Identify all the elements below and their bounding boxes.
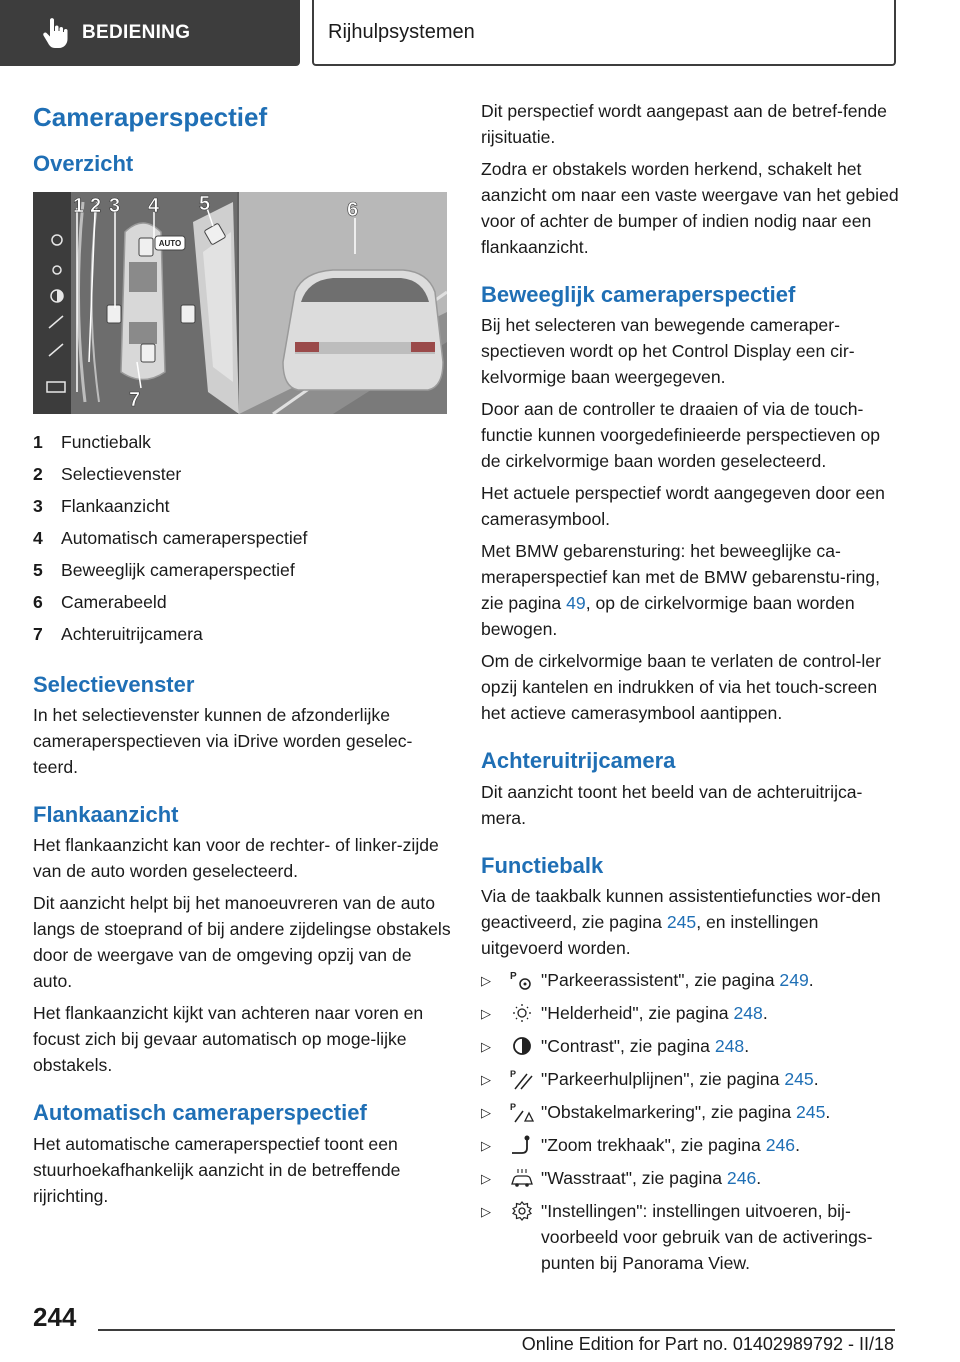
list-item	[481, 1066, 901, 1093]
figure-number-3: 3	[109, 194, 121, 217]
bullet-triangle-icon: ▷	[481, 1105, 491, 1121]
beweeglijk-text-4-b: , op de cirkelvormige baan worden bewogen.	[481, 593, 855, 640]
beweeglijk-text-1: Bij het selecteren van bewegende cameraper-spectieven wordt op het Control Display een cir-kelvormige baan weergegeven.	[481, 315, 855, 388]
legend-item	[33, 586, 453, 618]
page-link[interactable]: 246	[726, 1168, 757, 1189]
page-link[interactable]: 248	[733, 1003, 763, 1024]
list-item-end: .	[795, 1135, 800, 1156]
list-item-text: "Helderheid", zie pagina	[541, 1003, 734, 1024]
flankaanzicht-text-3: Het flankaanzicht kijkt van achteren naar voren en focust zich bij gevaar automatisch op moge-lijke obstakels.	[33, 1003, 424, 1076]
list-item-text: "Instellingen": instellingen uitvoeren, bij-voorbeeld voor gebruik van de activerings-punten bij Panorama View.	[541, 1201, 873, 1274]
parking-assistant-icon	[509, 969, 535, 991]
page-link-245[interactable]: 245	[666, 912, 697, 933]
bullet-triangle-icon: ▷	[481, 1072, 491, 1088]
list-item-text: "Wasstraat", zie pagina	[541, 1168, 727, 1189]
camera-overview-illustration	[33, 192, 447, 414]
legend-item	[33, 426, 453, 458]
legend-item	[33, 618, 453, 650]
hand-pointer-icon	[40, 16, 70, 50]
heading-selectievenster: Selectievenster	[33, 671, 195, 697]
legend-item	[33, 490, 453, 522]
list-item-text: "Contrast", zie pagina	[541, 1036, 715, 1057]
figure-number-7: 7	[129, 388, 141, 411]
car-wash-icon	[509, 1167, 535, 1189]
list-item	[481, 1000, 901, 1027]
heading-functiebalk: Functiebalk	[481, 852, 604, 878]
page-link[interactable]: 249	[779, 970, 809, 991]
beweeglijk-text-4-a: Met BMW gebarensturing: het beweeglijke ca-meraperspectief kan met de BMW gebarenstu-ring, zie pagina	[481, 541, 880, 614]
list-item-end: .	[825, 1102, 831, 1123]
list-item-text: "Obstakelmarkering", zie pagina	[541, 1102, 797, 1123]
figure-number-6: 6	[347, 198, 359, 221]
list-item-end: .	[762, 1003, 768, 1024]
page-header	[0, 0, 960, 68]
legend-number: 2	[33, 463, 43, 484]
heading-achteruitrijcamera: Achteruitrijcamera	[481, 748, 676, 774]
list-item-end: .	[808, 970, 814, 991]
legend-label: Automatisch cameraperspectief	[61, 527, 308, 548]
page-link[interactable]: 248	[714, 1036, 745, 1057]
legend-item	[33, 554, 453, 586]
list-item	[481, 1165, 901, 1192]
legend-number: 4	[33, 527, 43, 548]
list-item-end: .	[756, 1168, 762, 1189]
heading-flankaanzicht: Flankaanzicht	[33, 801, 179, 827]
legend-item	[33, 522, 453, 554]
selectievenster-text: In het selectievenster kunnen de afzonderlijke cameraperspectieven via iDrive worden geselec-teerd.	[33, 704, 413, 777]
achteruitrijcamera-text: Dit aanzicht toont het beeld van de achteruitrijca-mera.	[481, 781, 863, 828]
legend-label: Achteruitrijcamera	[61, 623, 203, 644]
flankaanzicht-text-2: Dit aanzicht helpt bij het manoeuvreren van de auto langs de stoeprand of bij andere zijdelingse obstakels door de weergave van de omgeving opzij van de auto.	[33, 893, 451, 992]
list-item	[481, 1198, 901, 1276]
legend-number: 6	[33, 591, 43, 612]
perspectief-text-1: Dit perspectief wordt aangepast aan de betref-fende rijsituatie.	[481, 101, 887, 147]
perspectief-text-2: Zodra er obstakels worden herkend, schakelt het aanzicht om naar een vaste weergave van het gebied voor of achter de bumper of indien nodig naar een flankaanzicht.	[481, 159, 899, 257]
list-item	[481, 1033, 901, 1060]
beweeglijk-text-5: Om de cirkelvormige baan te verlaten de control-ler opzij kantelen en indrukken of via het touch-screen het actieve camerasymbool aantippen.	[481, 651, 881, 724]
list-item	[481, 1132, 901, 1159]
svg-text:P: P	[510, 1069, 517, 1080]
beweeglijk-text-2: Door aan de controller te draaien of via de touch-functie kunnen voorgedefinieerde perspectieven op de cirkelvormige baan worden geselecteerd.	[481, 399, 881, 472]
list-item	[481, 1099, 901, 1126]
brightness-icon	[509, 1002, 535, 1024]
svg-text:P: P	[510, 971, 517, 983]
section-title: BEDIENING	[82, 22, 191, 43]
automatisch-text: Het automatische cameraperspectief toont een stuurhoekafhankelijk aanzicht in de betreffende rijrichting.	[33, 1133, 401, 1206]
settings-icon	[509, 1200, 535, 1222]
chapter-tab[interactable]	[312, 0, 896, 66]
list-item-end: .	[744, 1036, 750, 1057]
footer-divider	[98, 1329, 895, 1331]
heading-overzicht: Overzicht	[33, 151, 134, 177]
left-column	[33, 100, 453, 1215]
legend-label: Flankaanzicht	[61, 495, 170, 516]
figure-number-2: 2	[90, 194, 102, 217]
flankaanzicht-text-1: Het flankaanzicht kan voor de rechter- of linker-zijde van de auto worden geselecteerd.	[33, 835, 439, 882]
page-link[interactable]: 246	[765, 1135, 796, 1156]
bullet-triangle-icon: ▷	[481, 1138, 491, 1154]
page-link[interactable]: 245	[784, 1069, 814, 1090]
bullet-triangle-icon: ▷	[481, 1039, 491, 1055]
contrast-icon	[509, 1035, 535, 1057]
list-item-end: .	[813, 1069, 819, 1090]
functiebalk-text-a: Via de taakbalk kunnen assistentiefuncties wor-den geactiveerd, zie pagina	[481, 886, 881, 933]
functiebalk-text-b: , en instellingen uitgevoerd worden.	[481, 912, 819, 959]
bullet-triangle-icon: ▷	[481, 973, 491, 989]
legend-label: Beweeglijk cameraperspectief	[61, 559, 295, 580]
list-item-text: "Parkeerhulplijnen", zie pagina	[541, 1069, 785, 1090]
chapter-title: Rijhulpsystemen	[328, 20, 475, 43]
tow-hitch-icon	[509, 1134, 535, 1156]
legend-label: Camerabeeld	[61, 591, 167, 612]
figure-number-1: 1	[73, 194, 85, 217]
legend-number: 7	[33, 623, 43, 644]
functiebalk-text	[481, 883, 901, 961]
heading-beweeglijk: Beweeglijk cameraperspectief	[481, 282, 796, 307]
figure-number-5: 5	[199, 192, 211, 215]
figure-legend	[33, 426, 453, 650]
legend-label: Functiebalk	[61, 431, 151, 452]
beweeglijk-text-3: Het actuele perspectief wordt aangegeven door een camerasymbool.	[481, 483, 885, 530]
svg-text:P: P	[510, 1102, 517, 1113]
legend-number: 1	[33, 431, 43, 452]
parking-lines-icon	[509, 1068, 535, 1090]
heading-automatisch: Automatisch cameraperspectief	[33, 1100, 367, 1126]
list-item-text: "Zoom trekhaak", zie pagina	[541, 1135, 766, 1156]
footer-edition: Online Edition for Part no. 01402989792 - II/18	[521, 1334, 894, 1354]
obstacle-marking-icon	[509, 1101, 535, 1123]
function-list	[481, 967, 901, 1276]
section-tab[interactable]	[0, 0, 300, 66]
bullet-triangle-icon: ▷	[481, 1006, 491, 1022]
page-number: 244	[33, 1302, 77, 1332]
beweeglijk-text-4	[481, 538, 901, 642]
legend-number: 5	[33, 559, 43, 580]
page-link[interactable]: 245	[796, 1102, 826, 1123]
legend-label: Selectievenster	[61, 463, 182, 484]
list-item-text: "Parkeerassistent", zie pagina	[541, 970, 780, 991]
bullet-triangle-icon: ▷	[481, 1204, 491, 1220]
camera-overview-figure	[33, 192, 447, 414]
page-title: Cameraperspectief	[33, 102, 268, 132]
right-column	[481, 98, 901, 1282]
page-link-49[interactable]: 49	[566, 593, 586, 614]
legend-number: 3	[33, 495, 43, 516]
list-item	[481, 967, 901, 994]
figure-auto-label: AUTO	[158, 238, 182, 248]
legend-item	[33, 458, 453, 490]
figure-number-4: 4	[148, 194, 160, 217]
bullet-triangle-icon: ▷	[481, 1171, 491, 1187]
